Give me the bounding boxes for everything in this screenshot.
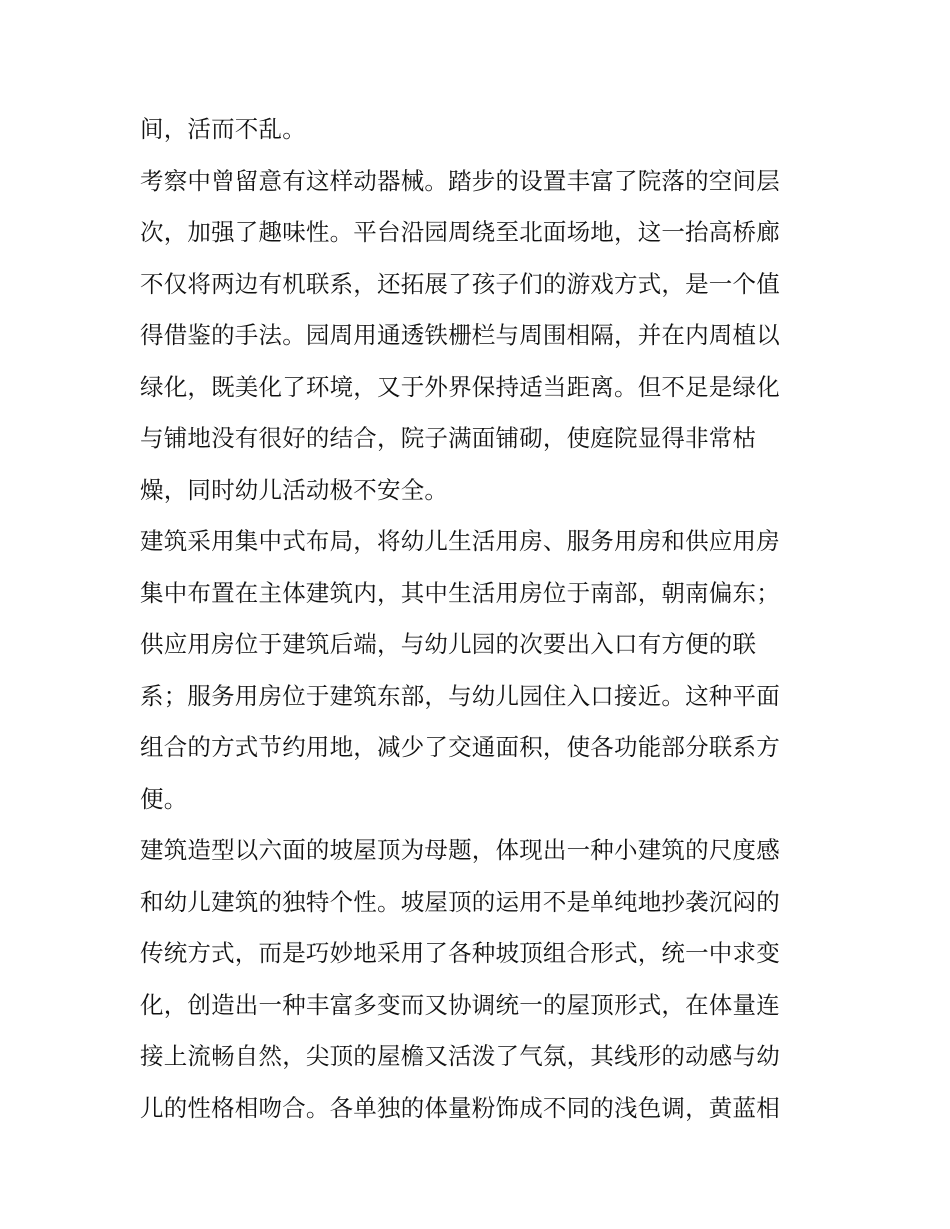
text-line: 和幼儿建筑的独特个性。坡屋顶的运用不是单纯地抄袭沉闷的 <box>140 887 780 916</box>
text-line: 集中布置在主体建筑内，其中生活用房位于南部，朝南偏东； <box>140 578 780 607</box>
text-line: 供应用房位于建筑后端，与幼儿园的次要出入口有方便的联 <box>140 630 757 658</box>
text-line: 建筑采用集中式布局，将幼儿生活用房、服务用房和供应用房 <box>140 527 780 555</box>
text-line: 组合的方式节约用地，减少了交通面积，使各功能部分联系方 <box>140 733 780 761</box>
paragraph <box>140 104 811 156</box>
text-line: 得借鉴的手法。园周用通透铁栅栏与周围相隔，并在内周植以 <box>140 321 780 349</box>
paragraph <box>140 516 811 825</box>
text-line: 次，加强了趣味性。平台沿园周绕至北面场地，这一抬高桥廊 <box>140 218 780 246</box>
text-line: 考察中曾留意有这样动器械。踏步的设置丰富了院落的空间层 <box>140 166 780 195</box>
text-line: 系；服务用房位于建筑东部，与幼儿园住入口接近。这种平面 <box>140 681 780 710</box>
paragraph <box>140 156 811 517</box>
text-line: 儿的性格相吻合。各单独的体量粉饰成不同的浅色调，黄蓝相 <box>140 1093 780 1122</box>
text-line: 间，活而不乱。 <box>140 115 306 143</box>
paragraph <box>140 825 811 1134</box>
text-line: 化，创造出一种丰富多变而又协调统一的屋顶形式，在体量连 <box>140 990 780 1019</box>
text-line: 绿化，既美化了环境，又于外界保持适当距离。但不足是绿化 <box>140 372 780 401</box>
body-text <box>140 104 811 1134</box>
text-line: 与铺地没有很好的结合，院子满面铺砌，使庭院显得非常枯 <box>140 424 757 452</box>
text-line: 燥，同时幼儿活动极不安全。 <box>140 475 449 504</box>
text-line: 传统方式，而是巧妙地采用了各种坡顶组合形式，统一中求变 <box>140 939 780 967</box>
text-line: 不仅将两边有机联系，还拓展了孩子们的游戏方式，是一个值 <box>140 269 780 298</box>
text-line: 便。 <box>140 784 188 813</box>
text-line: 接上流畅自然，尖顶的屋檐又活泼了气氛，其线形的动感与幼 <box>140 1042 780 1070</box>
text-line: 建筑造型以六面的坡屋顶为母题，体现出一种小建筑的尺度感 <box>140 836 780 864</box>
